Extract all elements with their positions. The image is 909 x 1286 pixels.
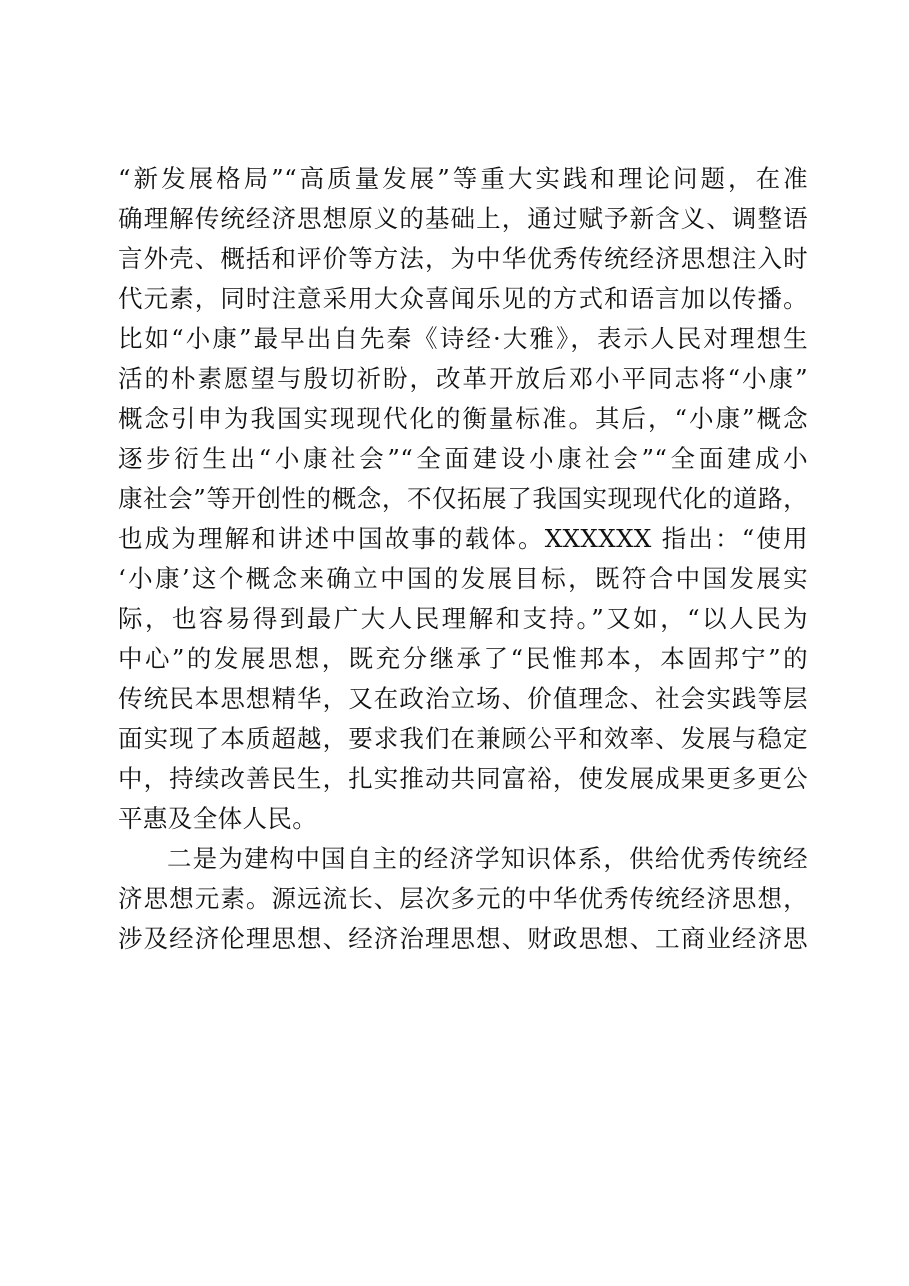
document-body	[118, 159, 808, 959]
text-line: 济思想元素。源远流长、层次多元的中华优秀传统经济思想，	[118, 884, 808, 913]
text-line: 二是为建构中国自主的经济学知识体系，供给优秀传统经	[167, 844, 808, 873]
text-line: 平惠及全体人民。	[118, 804, 318, 833]
paragraph	[118, 159, 808, 839]
text-line: 康社会”等开创性的概念，不仅拓展了我国实现现代化的道路，	[118, 484, 808, 513]
text-line: 传统民本思想精华，又在政治立场、价值理念、社会实践等层	[118, 684, 808, 713]
text-line: 中心”的发展思想，既充分继承了“民惟邦本，本固邦宁”的	[118, 644, 808, 673]
text-line: 比如“小康”最早出自先秦《诗经·大雅》，表示人民对理想生	[118, 324, 808, 353]
text-line: ‘小康’这个概念来确立中国的发展目标，既符合中国发展实	[118, 564, 808, 593]
text-line: 逐步衍生出“小康社会”“全面建设小康社会”“全面建成小	[118, 444, 808, 473]
text-line: 活的朴素愿望与殷切祈盼，改革开放后邓小平同志将“小康”	[118, 364, 808, 393]
text-line: “新发展格局”“高质量发展”等重大实践和理论问题，在准	[118, 164, 808, 193]
text-line: 际，也容易得到最广大人民理解和支持。”又如，“以人民为	[118, 604, 808, 633]
text-line: 确理解传统经济思想原义的基础上，通过赋予新含义、调整语	[118, 204, 808, 233]
text-line: 概念引申为我国实现现代化的衡量标准。其后，“小康”概念	[118, 404, 808, 433]
paragraph	[118, 839, 808, 959]
text-line: 面实现了本质超越，要求我们在兼顾公平和效率、发展与稳定	[118, 724, 808, 753]
text-line: 代元素，同时注意采用大众喜闻乐见的方式和语言加以传播。	[118, 284, 808, 313]
text-line: 言外壳、概括和评价等方法，为中华优秀传统经济思想注入时	[118, 244, 808, 273]
text-line: 涉及经济伦理思想、经济治理思想、财政思想、工商业经济思	[118, 924, 808, 953]
text-line: 中，持续改善民生，扎实推动共同富裕，使发展成果更多更公	[118, 764, 808, 793]
text-line: 也成为理解和讲述中国故事的载体。XXXXXX 指出：“使用	[118, 524, 808, 553]
